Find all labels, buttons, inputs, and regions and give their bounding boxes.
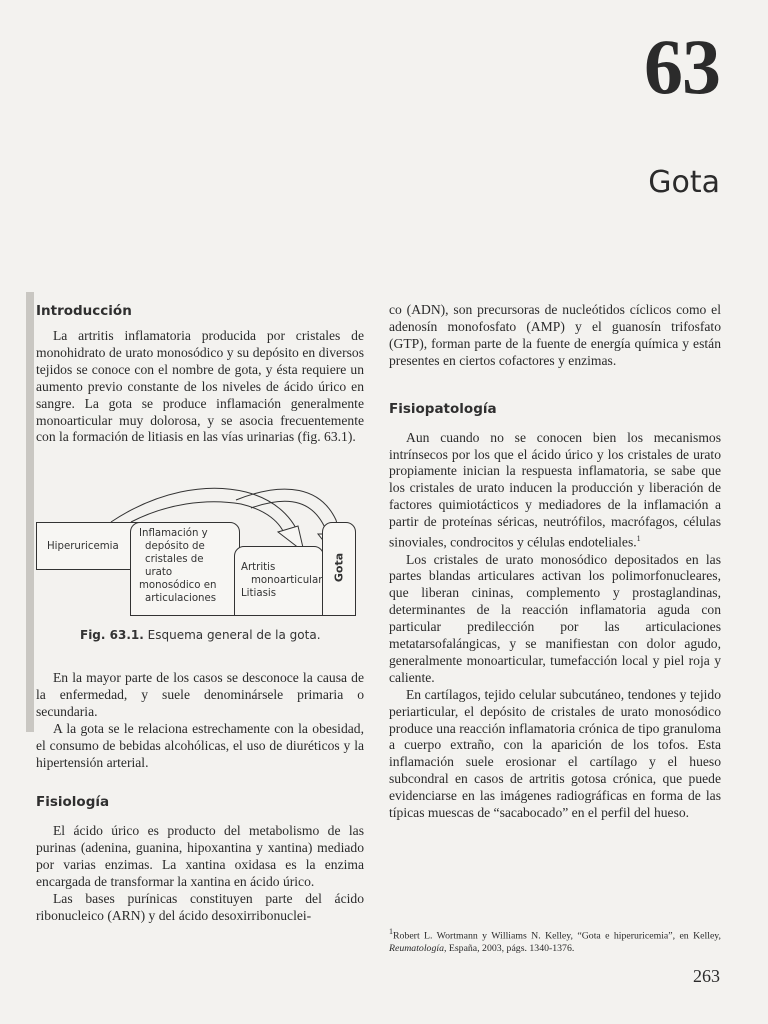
gout-diagram (36, 470, 366, 620)
footnote-text-a: Robert L. Wortmann y Williams N. Kelley, “Gota e hiperuricemia”, en Kelley, (393, 930, 721, 942)
inflammation-line: urato (145, 567, 173, 578)
footnote-mark: 1 (389, 927, 393, 936)
arthritis-line: Litiasis (241, 588, 277, 599)
gout-box (322, 522, 356, 616)
footnote-reference: 1 (636, 534, 641, 544)
footnote (389, 926, 721, 955)
inflammation-line: depósito de (145, 541, 205, 552)
arthritis-line: Artritis (241, 562, 276, 573)
footnote-book-title: Reumatología (389, 942, 444, 954)
inflammation-box (130, 522, 240, 616)
inflammation-line: cristales de (145, 554, 204, 565)
inflammation-line: Inflamación y (139, 528, 208, 539)
left-column-bottom (36, 670, 364, 925)
gout-label: Gota (332, 552, 346, 583)
caption-text: Esquema general de la gota. (147, 628, 321, 642)
arthritis-box (234, 546, 324, 616)
physiology-paragraph-1: El ácido úrico es producto del metabolismo de las purinas (adenina, guanina, hipoxantina y xantina) mediado por varias enzimas. La xantina oxidasa es la enzima encargada de transformar la xantina en ácido úrico. (36, 823, 364, 890)
right-column (389, 302, 721, 822)
physiology-heading: Fisiología (36, 794, 110, 811)
paragraph-cause: En la mayor parte de los casos se desconoce la causa de la enfermedad, y suele denominársele primaria o secundaria. (36, 670, 364, 719)
physiology-paragraph-2: Las bases purínicas constituyen parte del ácido ribonucleico (ARN) y del ácido desoxirribonuclei- (36, 891, 364, 923)
page-edge-shadow (26, 292, 34, 732)
pathophysiology-heading: Fisiopatología (389, 400, 497, 417)
paragraph-continued: co (ADN), son precursoras de nucleótidos cíclicos como el adenosín monofosfato (AMP) y el guanosín trifosfato (GTP), forman parte de la fuente de energía química y están presentes en ciertos cofactores y enzimas. (389, 302, 721, 368)
pathophysiology-paragraph-2: Los cristales de urato monosódico depositados en las partes blandas articulares activan los polimorfonucleares, que liberan cininas, complemento y prostaglandinas, determinantes de la reacción inflamatoria aguda con particular predilección por las articulaciones metatarsofalángicas, y se manifiestan con dolor agudo, generalmente monoarticular, tumefacción local y piel roja y caliente. (389, 551, 721, 685)
pathophysiology-text: Aun cuando no se conocen bien los mecanismos intrínsecos por los que el ácido úrico y los cristales de urato propiamente inician la respuesta inflamatoria, se sabe que los cristales de urato inducen la producción y liberación de factores quimiotácticos y mediadores de la inflamación a partir de proteínas séricas, neutrófilos, macrófagos, células sinoviales, condrocitos y células endoteliales. (389, 429, 721, 550)
chapter-title: Gota (648, 165, 720, 200)
page-number: 263 (693, 966, 720, 986)
paragraph-risk: A la gota se le relaciona estrechamente con la obesidad, el consumo de bebidas alcohólicas, el uso de diuréticos y la hipertensión arterial. (36, 720, 364, 770)
hyperuricemia-box (36, 522, 142, 570)
inflammation-line: articulaciones (145, 593, 217, 604)
intro-paragraph: La artritis inflamatoria producida por cristales de monohidrato de urato monosódico y su depósito en diversos tejidos se conoce con el nombre de gota, y ésta requiere un aumento previo constante de los niveles de ácido úrico en sangre. La gota se produce inflamación generalmente monoarticular muy dolorosa, y se asocia frecuentemente con la formación de litiasis en las vías urinarias (fig. 63.1). (36, 328, 364, 445)
figure-caption (80, 628, 321, 642)
intro-heading: Introducción (36, 303, 132, 319)
hyperuricemia-label: Hiperuricemia (47, 541, 119, 552)
left-column-top (36, 302, 364, 446)
pathophysiology-paragraph-1 (389, 430, 721, 552)
inflammation-line: monosódico en (139, 580, 217, 591)
footnote-text-b: , España, 2003, págs. 1340-1376. (443, 942, 575, 954)
caption-label: Fig. 63.1. (80, 628, 144, 642)
chapter-number: 63 (644, 23, 720, 110)
arthritis-line: monoarticular (251, 575, 323, 586)
pathophysiology-paragraph-3: En cartílagos, tejido celular subcutáneo, tendones y tejido periarticular, el depósito de cristales de urato monosódico produce una reacción inflamatoria crónica de tipo granuloma a cuerpo extraño, con la aparición de los tofos. Esta inflamación suele erosionar el cartílago y el hueso subcondral en casos de artritis gotosa crónica, que puede evidenciarse en las imágenes radiográficas en forma de las típicas muescas de “sacabocado” en el perfil del hueso. (389, 686, 721, 821)
